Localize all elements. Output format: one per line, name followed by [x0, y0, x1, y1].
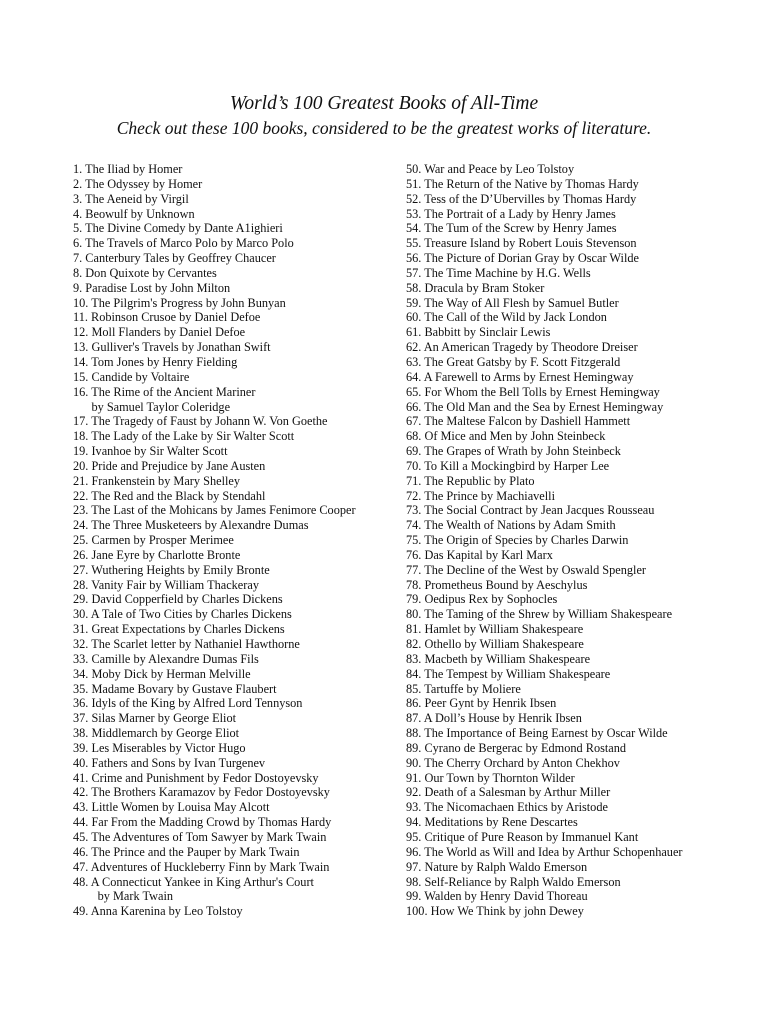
book-list-item: 100. How We Think by john Dewey — [406, 904, 584, 919]
book-list-item: 77. The Decline of the West by Oswald Spengler — [406, 562, 646, 577]
book-list-item: 43. Little Women by Louisa May Alcott — [73, 800, 270, 815]
book-list-item: 10. The Pilgrim's Progress by John Bunyan — [73, 295, 286, 310]
book-list-item: 98. Self-Reliance by Ralph Waldo Emerson — [406, 874, 621, 889]
book-list-item: 69. The Grapes of Wrath by John Steinbeck — [406, 444, 621, 459]
book-list-item: 18. The Lady of the Lake by Sir Walter Scott — [73, 429, 295, 444]
book-list-item: 8. Don Quixote by Cervantes — [73, 265, 217, 280]
book-list-item: 96. The World as Will and Idea by Arthur Schopenhauer — [406, 844, 683, 859]
book-list-item: 66. The Old Man and the Sea by Ernest Hemingway — [406, 399, 664, 414]
book-list-item: 35. Madame Bovary by Gustave Flaubert — [73, 681, 277, 696]
book-list-item: 11. Robinson Crusoe by Daniel Defoe — [73, 310, 261, 325]
book-list-item: 25. Carmen by Prosper Merimee — [73, 533, 234, 548]
book-list-item: 71. The Republic by Plato — [406, 473, 535, 488]
book-list-item: 50. War and Peace by Leo Tolstoy — [406, 162, 575, 176]
book-list-item: 91. Our Town by Thornton Wilder — [406, 770, 575, 785]
book-list-item: 16. The Rime of the Ancient Mariner — [73, 384, 256, 399]
book-list-item: 13. Gulliver's Travels by Jonathan Swift — [73, 340, 271, 355]
book-list-right-column — [406, 162, 683, 919]
book-list-item: 97. Nature by Ralph Waldo Emerson — [406, 859, 588, 874]
book-list-item: 72. The Prince by Machiavelli — [406, 488, 556, 503]
book-list-item: 22. The Red and the Black by Stendahl — [73, 488, 266, 503]
book-list-item: 54. The Tum of the Screw by Henry James — [406, 221, 617, 236]
book-list-item: 30. A Tale of Two Cities by Charles Dickens — [73, 607, 292, 622]
book-list-item: 88. The Importance of Being Earnest by Oscar Wilde — [406, 726, 668, 741]
book-list-item: 68. Of Mice and Men by John Steinbeck — [406, 429, 606, 444]
book-list-item: 12. Moll Flanders by Daniel Defoe — [73, 325, 246, 340]
book-list-item: 5. The Divine Comedy by Dante A1ighieri — [73, 221, 283, 236]
book-list-item: 58. Dracula by Bram Stoker — [406, 280, 545, 295]
book-list-item: 61. Babbitt by Sinclair Lewis — [406, 325, 551, 340]
page-title: World’s 100 Greatest Books of All-Time — [229, 93, 539, 114]
book-list-item: 74. The Wealth of Nations by Adam Smith — [406, 518, 616, 533]
book-list-item: 28. Vanity Fair by William Thackeray — [73, 577, 259, 592]
book-list-item: 67. The Maltese Falcon by Dashiell Hammett — [406, 414, 631, 429]
book-list-item: 55. Treasure Island by Robert Louis Stevenson — [406, 236, 637, 251]
book-list-item: 39. Les Miserables by Victor Hugo — [73, 740, 246, 755]
book-list-item: 86. Peer Gynt by Henrik Ibsen — [406, 696, 557, 711]
book-list-item: 42. The Brothers Karamazov by Fedor Dostoyevsky — [73, 785, 330, 800]
book-list-item: 79. Oedipus Rex by Sophocles — [406, 592, 558, 607]
book-list-item: 14. Tom Jones by Henry Fielding — [73, 354, 238, 369]
book-list-item: 75. The Origin of Species by Charles Darwin — [406, 533, 629, 548]
book-list-item: by Mark Twain — [73, 889, 174, 904]
book-list-item: 64. A Farewell to Arms by Ernest Hemingway — [406, 369, 634, 384]
book-list-item: 52. Tess of the D’Ubervilles by Thomas Hardy — [406, 191, 637, 206]
book-list-item: 82. Othello by William Shakespeare — [406, 637, 584, 651]
book-list-item: 9. Paradise Lost by John Milton — [73, 280, 231, 295]
book-list-item: 33. Camille by Alexandre Dumas Fils — [73, 651, 259, 666]
book-list-item: 84. The Tempest by William Shakespeare — [406, 666, 611, 681]
book-list-item: 62. An American Tragedy by Theodore Dreiser — [406, 340, 638, 355]
book-list-item: 56. The Picture of Dorian Gray by Oscar Wilde — [406, 251, 639, 266]
book-list-item: 31. Great Expectations by Charles Dickens — [73, 622, 285, 637]
book-list-item: 19. Ivanhoe by Sir Walter Scott — [73, 444, 228, 459]
book-list-item: 48. A Connecticut Yankee in King Arthur's Court — [73, 874, 314, 889]
book-list-item: 7. Canterbury Tales by Geoffrey Chaucer — [73, 251, 276, 266]
book-list-item: 3. The Aeneid by Virgil — [73, 191, 189, 206]
book-list-item: 32. The Scarlet letter by Nathaniel Hawthorne — [73, 637, 300, 651]
book-list-item: 89. Cyrano de Bergerac by Edmond Rostand — [406, 740, 627, 755]
book-list-item: 29. David Copperfield by Charles Dickens — [73, 592, 283, 607]
book-list-item: 34. Moby Dick by Herman Melville — [73, 666, 251, 681]
book-list-item: 40. Fathers and Sons by Ivan Turgenev — [73, 755, 266, 770]
book-list-item: 87. A Doll’s House by Henrik Ibsen — [406, 711, 582, 726]
book-list-item: 59. The Way of All Flesh by Samuel Butler — [406, 295, 619, 310]
book-list-item: 46. The Prince and the Pauper by Mark Twain — [73, 844, 300, 859]
book-list-item: 2. The Odyssey by Homer — [73, 176, 203, 191]
book-list-item: 95. Critique of Pure Reason by Immanuel Kant — [406, 829, 639, 844]
book-list-item: 78. Prometheus Bound by Aeschylus — [406, 577, 588, 592]
book-list-item: 38. Middlemarch by George Eliot — [73, 726, 240, 741]
book-list-item: 21. Frankenstein by Mary Shelley — [73, 473, 241, 488]
book-list-item: 6. The Travels of Marco Polo by Marco Polo — [73, 236, 294, 251]
book-list-item: 73. The Social Contract by Jean Jacques Rousseau — [406, 503, 655, 518]
book-list-item: 92. Death of a Salesman by Arthur Miller — [406, 785, 611, 800]
book-list-item: 85. Tartuffe by Moliere — [406, 681, 521, 696]
book-list-item: 41. Crime and Punishment by Fedor Dostoyevsky — [73, 770, 319, 785]
book-list-item: 20. Pride and Prejudice by Jane Austen — [73, 458, 266, 473]
book-list-item: 47. Adventures of Huckleberry Finn by Mark Twain — [73, 859, 330, 874]
book-list-item: 4. Beowulf by Unknown — [73, 206, 195, 221]
book-list-item: 70. To Kill a Mockingbird by Harper Lee — [406, 458, 610, 473]
book-list-item: 45. The Adventures of Tom Sawyer by Mark Twain — [73, 829, 327, 844]
book-list-item: 53. The Portrait of a Lady by Henry James — [406, 206, 616, 221]
book-list-item: by Samuel Taylor Coleridge — [73, 399, 231, 414]
book-list-item: 36. Idyls of the King by Alfred Lord Tennyson — [73, 696, 303, 711]
book-list-item: 90. The Cherry Orchard by Anton Chekhov — [406, 755, 620, 770]
book-list-item: 17. The Tragedy of Faust by Johann W. Von Goethe — [73, 414, 328, 429]
book-list-item: 93. The Nicomachaen Ethics by Aristode — [406, 800, 608, 815]
book-list-item: 1. The Iliad by Homer — [73, 162, 183, 176]
page-subtitle: Check out these 100 books, considered to be the greatest works of literature. — [116, 118, 652, 138]
book-list-item: 26. Jane Eyre by Charlotte Bronte — [73, 547, 241, 562]
book-list-item: 51. The Return of the Native by Thomas Hardy — [406, 176, 639, 191]
book-list-item: 57. The Time Machine by H.G. Wells — [406, 265, 591, 280]
book-list-item: 83. Macbeth by William Shakespeare — [406, 651, 591, 666]
book-list-item: 27. Wuthering Heights by Emily Bronte — [73, 562, 270, 577]
book-list-item: 23. The Last of the Mohicans by James Fenimore Cooper — [73, 503, 356, 518]
book-list-item: 24. The Three Musketeers by Alexandre Dumas — [73, 518, 309, 533]
book-list-item: 80. The Taming of the Shrew by William Shakespeare — [406, 607, 673, 622]
book-list-item: 37. Silas Marner by George Eliot — [73, 711, 237, 726]
book-list-item: 15. Candide by Voltaire — [73, 369, 190, 384]
book-list-item: 65. For Whom the Bell Tolls by Ernest Hemingway — [406, 384, 660, 399]
book-list-item: 94. Meditations by Rene Descartes — [406, 815, 578, 830]
book-list-item: 44. Far From the Madding Crowd by Thomas Hardy — [73, 815, 332, 830]
book-list-item: 81. Hamlet by William Shakespeare — [406, 622, 584, 637]
book-list-item: 76. Das Kapital by Karl Marx — [406, 547, 553, 562]
book-list-item: 60. The Call of the Wild by Jack London — [406, 310, 607, 325]
book-list-item: 63. The Great Gatsby by F. Scott Fitzgerald — [406, 354, 621, 369]
book-list-item: 49. Anna Karenina by Leo Tolstoy — [73, 904, 243, 919]
book-list-item: 99. Walden by Henry David Thoreau — [406, 889, 588, 904]
book-list-left-column — [73, 162, 356, 919]
